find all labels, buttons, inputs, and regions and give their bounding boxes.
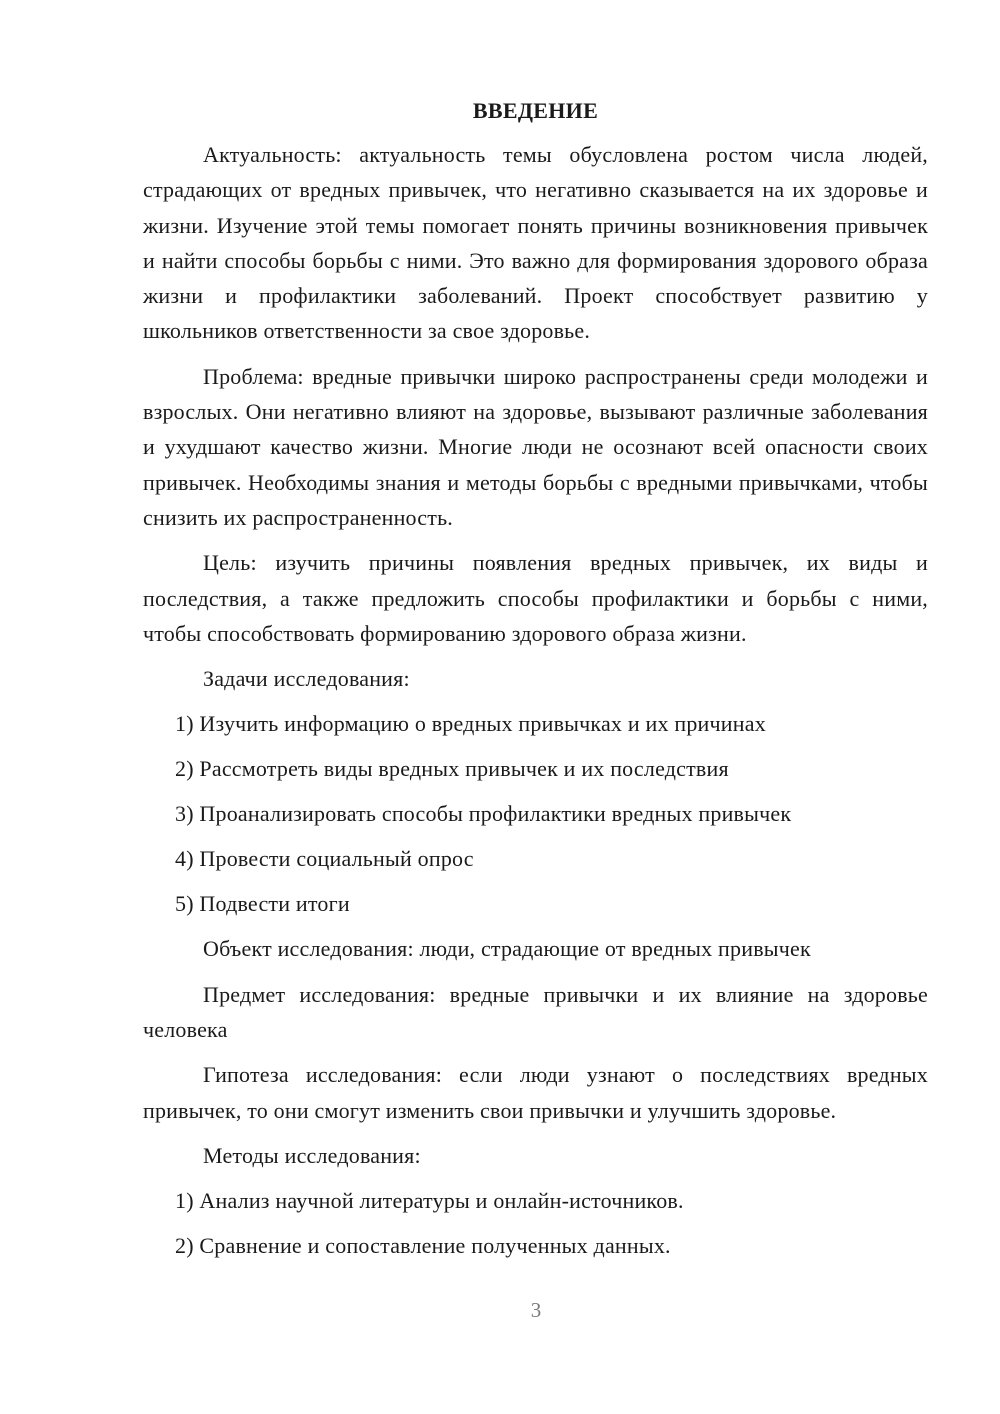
section-title: ВВЕДЕНИЕ: [472, 98, 599, 123]
list-item: 1) Изучить информацию о вредных привычках и их причинах: [175, 711, 766, 737]
methods-list: [143, 1183, 928, 1263]
list-item: 4) Провести социальный опрос: [175, 846, 474, 872]
list-item: 1) Анализ научной литературы и онлайн-источников.: [175, 1188, 684, 1214]
paragraph-goal: Цель: изучить причины появления вредных привычек, их виды и последствия, а также предложить способы профилактики и борьбы с ними, чтобы способствовать формированию здорового образа жизни.: [143, 550, 928, 646]
tasks-heading: Задачи исследования:: [203, 666, 410, 692]
list-item: 2) Сравнение и сопоставление полученных данных.: [175, 1233, 671, 1259]
methods-heading: Методы исследования:: [203, 1142, 421, 1168]
page-number: 3: [530, 1298, 542, 1322]
paragraph-relevance: Актуальность: актуальность темы обусловлена ростом числа людей, страдающих от вредных привычек, что негативно сказывается на их здоровье и жизни. Изучение этой темы помогает понять причины возникновения привычек и найти способы борьбы с ними. Это важно для формирования здорового образа жизни и профилактики заболеваний. Проект способствует развитию у школьников ответственности за свое здоровье.: [143, 142, 928, 344]
paragraph-hypothesis: Гипотеза исследования: если люди узнают о последствиях вредных привычек, то они смогут изменить свои привычки и улучшить здоровье.: [143, 1062, 928, 1123]
paragraph-problem: Проблема: вредные привычки широко распространены среди молодежи и взрослых. Они негативно влияют на здоровье, вызывают различные заболевания и ухудшают качество жизни. Многие люди не осознают всей опасности своих привычек. Необходимы знания и методы борьбы с вредными привычками, чтобы снизить их распространенность.: [143, 363, 928, 530]
list-item: 5) Подвести итоги: [175, 891, 350, 917]
paragraph-subject: Предмет исследования: вредные привычки и их влияние на здоровье человека: [143, 981, 928, 1043]
tasks-list: [143, 706, 928, 921]
paragraph-object: Объект исследования: люди, страдающие от вредных привычек: [203, 936, 811, 962]
list-item: 3) Проанализировать способы профилактики вредных привычек: [175, 801, 792, 827]
list-item: 2) Рассмотреть виды вредных привычек и их последствия: [175, 756, 729, 782]
